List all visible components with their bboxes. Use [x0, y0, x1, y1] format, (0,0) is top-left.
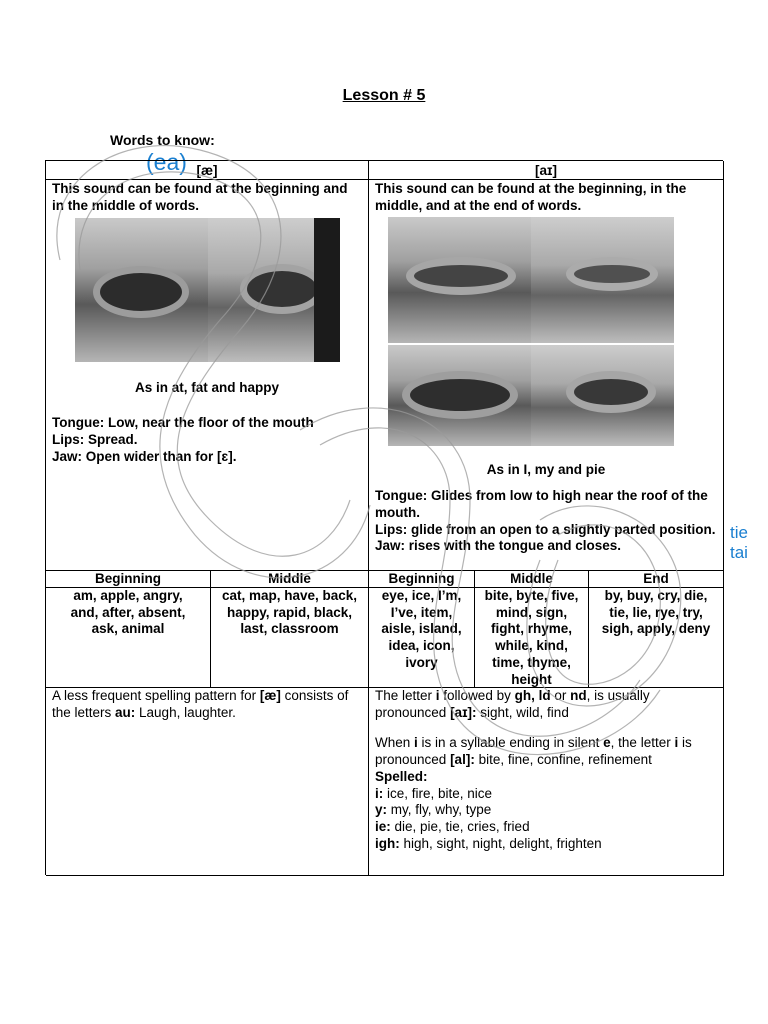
ae-note-symbol: [æ] [259, 688, 281, 703]
ai-mouth-side-2 [566, 371, 656, 413]
ai-middle-header: Middle [475, 571, 589, 588]
ae-middle-words: cat, map, have, back, happy, rapid, black, last, classroom [211, 588, 369, 688]
ai-rule-1: The letter i followed by gh, ld or nd, is usually pronounced [aɪ]: sight, wild, find [375, 688, 650, 720]
ae-tongue: Tongue: Low, near the floor of the mouth [52, 415, 314, 431]
ae-beginning-words: am, apple, angry, and, after, absent, ask, animal [46, 588, 211, 688]
ai-beginning-words: eye, ice, I’m, I’ve, item, aisle, island, idea, icon, ivory [369, 588, 475, 688]
ae-note-au: au: [115, 704, 136, 720]
ai-mouth-photo-top [388, 217, 674, 343]
ae-lips: Lips: Spread. [52, 431, 138, 447]
ae-jaw: Jaw: Open wider than for [ɛ]. [52, 448, 237, 464]
spelling-i: i: ice, fire, bite, nice [375, 785, 493, 801]
ae-intro: This sound can be found at the beginning and in the middle of words. [52, 181, 348, 213]
spelling-igh: igh: high, sight, night, delight, frighten [375, 835, 602, 851]
ai-caption: As in I, my and pie [486, 462, 606, 478]
annotation-tie: tie [730, 523, 748, 542]
ae-caption: As in at, fat and happy [134, 380, 280, 396]
ai-mouth-photo-bottom [388, 345, 674, 446]
ae-open-mouth-front [93, 266, 189, 318]
ae-open-mouth-side [240, 264, 324, 314]
ai-mouth-side-1 [566, 257, 658, 291]
lesson-title: Lesson # 5 [342, 87, 426, 104]
ai-lips: Lips: glide from an open to a slightly parted position. [375, 521, 716, 537]
ae-spelling-note [46, 688, 369, 876]
ai-beginning-header: Beginning [369, 571, 475, 588]
ae-mouth-photo [75, 218, 340, 362]
ai-mouth-front-2 [402, 371, 518, 419]
ai-spelled-label: Spelled: [375, 768, 428, 784]
ae-note-text-3: Laugh, laughter. [135, 704, 236, 720]
ai-end-words: by, buy, cry, die, tie, lie, rye, try, sigh, apply, deny [589, 588, 724, 688]
spelling-ie: ie: die, pie, tie, cries, fried [375, 819, 530, 835]
ae-beginning-header: Beginning [46, 571, 211, 588]
annotation-tai: tai [730, 542, 748, 562]
header-ai: [aɪ] [369, 161, 724, 180]
header-ae: [æ] [46, 161, 369, 180]
ai-spelling-rules [369, 688, 724, 876]
ae-middle-header: Middle [211, 571, 369, 588]
ai-tongue: Tongue: Glides from low to high near the roof of the mouth. [375, 488, 708, 520]
ai-rule-2: When i is in a syllable ending in silent e, the letter i is pronounced [al]: bite, fine, confine, refinement [375, 735, 692, 768]
ai-middle-words: bite, byte, five, mind, sign, fight, rhyme, while, kind, time, thyme, height [475, 588, 589, 688]
ai-jaw: Jaw: rises with the tongue and closes. [375, 538, 622, 554]
ai-end-header: End [589, 571, 724, 588]
handwritten-ea-annotation: (ea) [146, 149, 187, 175]
spelling-y: y: my, fly, why, type [375, 802, 492, 818]
ae-note-text-2: consists of the letters [52, 688, 349, 720]
handwritten-tie-tai-annotation [730, 523, 748, 562]
words-to-know-heading: Words to know: [110, 132, 215, 148]
ai-intro: This sound can be found at the beginning, in the middle, and at the end of words. [375, 181, 687, 213]
ae-note-text-1: A less frequent spelling pattern for [52, 688, 260, 703]
ai-mouth-front-1 [406, 257, 516, 295]
